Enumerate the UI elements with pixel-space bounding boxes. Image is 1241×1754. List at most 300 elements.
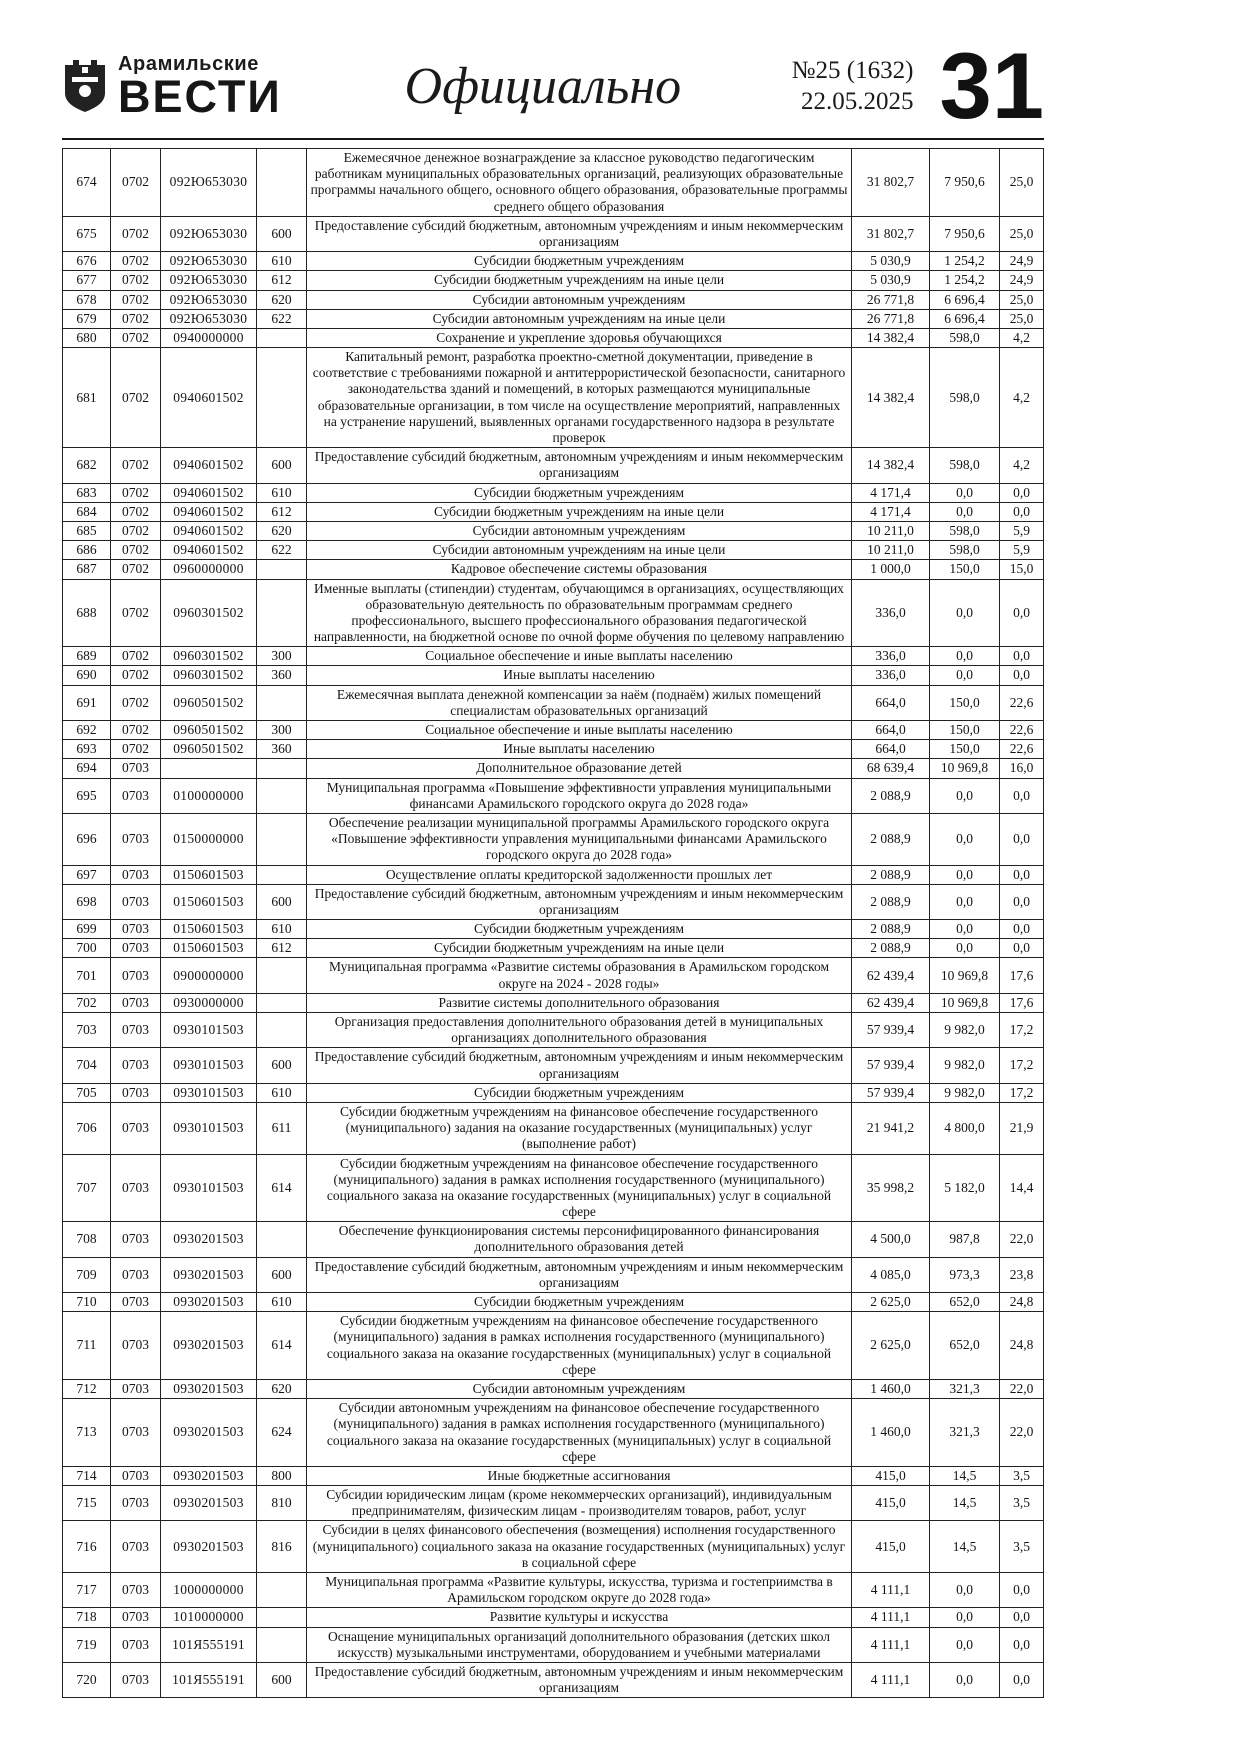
cell-v3: 0,0 (1000, 1573, 1044, 1608)
cell-type: 614 (257, 1312, 307, 1380)
cell-type: 360 (257, 666, 307, 685)
cell-v1: 336,0 (852, 579, 930, 647)
cell-v3: 0,0 (1000, 1627, 1044, 1662)
cell-v3: 0,0 (1000, 647, 1044, 666)
cell-section: 0703 (111, 1154, 161, 1222)
cell-v2: 652,0 (930, 1293, 1000, 1312)
cell-v2: 0,0 (930, 920, 1000, 939)
cell-section: 0703 (111, 1608, 161, 1627)
cell-type (257, 1627, 307, 1662)
cell-num: 708 (63, 1222, 111, 1257)
cell-v1: 5 030,9 (852, 252, 930, 271)
cell-v2: 6 696,4 (930, 309, 1000, 328)
cell-v2: 14,5 (930, 1466, 1000, 1485)
cell-code: 0940601502 (161, 448, 257, 483)
cell-v1: 336,0 (852, 647, 930, 666)
cell-v1: 664,0 (852, 740, 930, 759)
cell-num: 714 (63, 1466, 111, 1485)
cell-v1: 31 802,7 (852, 149, 930, 217)
cell-v3: 4,2 (1000, 448, 1044, 483)
cell-desc: Оснащение муниципальных организаций дополнительного образования (детских школ искусств) музыкальными инструментами, оборудованием и учебными материалами (307, 1627, 852, 1662)
cell-section: 0703 (111, 1102, 161, 1154)
cell-v1: 2 088,9 (852, 920, 930, 939)
table-row (63, 216, 1044, 251)
cell-num: 686 (63, 541, 111, 560)
cell-section: 0703 (111, 958, 161, 993)
table-row (63, 448, 1044, 483)
cell-v1: 2 088,9 (852, 813, 930, 865)
cell-v2: 598,0 (930, 541, 1000, 560)
cell-num: 710 (63, 1293, 111, 1312)
cell-desc: Субсидии в целях финансового обеспечения (возмещения) исполнения государственного (муниципального) социального заказа на оказание государственных (муниципальных) услуг в социальной сфере (307, 1521, 852, 1573)
cell-v2: 0,0 (930, 502, 1000, 521)
cell-desc: Кадровое обеспечение системы образования (307, 560, 852, 579)
page-number: 31 (939, 33, 1044, 139)
cell-desc: Дополнительное образование детей (307, 759, 852, 778)
table-row (63, 958, 1044, 993)
cell-num: 692 (63, 721, 111, 740)
table-row (63, 560, 1044, 579)
cell-v2: 7 950,6 (930, 149, 1000, 217)
header-divider (62, 138, 1044, 140)
cell-v2: 0,0 (930, 813, 1000, 865)
cell-section: 0702 (111, 666, 161, 685)
cell-v3: 3,5 (1000, 1486, 1044, 1521)
cell-type: 600 (257, 884, 307, 919)
cell-section: 0702 (111, 328, 161, 347)
cell-v3: 0,0 (1000, 865, 1044, 884)
cell-v2: 0,0 (930, 483, 1000, 502)
coat-of-arms-icon (62, 57, 108, 115)
cell-desc: Капитальный ремонт, разработка проектно-сметной документации, приведение в соответствие с требованиями пожарной и антитеррористической безопасности, санитарного законодательства зданий и помещений, в которых размещаются муниципальные образовательные организации, в том числе на осуществление мероприятий, направленных на устранение нарушений, выявленных органами государственного надзора в результате проверок (307, 348, 852, 448)
cell-code: 0930201503 (161, 1399, 257, 1467)
cell-num: 709 (63, 1257, 111, 1292)
cell-desc: Субсидии автономным учреждениям на иные цели (307, 541, 852, 560)
table-row (63, 1573, 1044, 1608)
cell-num: 678 (63, 290, 111, 309)
cell-section: 0703 (111, 778, 161, 813)
cell-section: 0702 (111, 502, 161, 521)
cell-v3: 0,0 (1000, 813, 1044, 865)
cell-v2: 6 696,4 (930, 290, 1000, 309)
table-row (63, 271, 1044, 290)
cell-v2: 321,3 (930, 1379, 1000, 1398)
cell-type (257, 813, 307, 865)
cell-desc: Субсидии автономным учреждениям на финансовое обеспечение государственного (муниципального) задания в рамках исполнения государственного (муниципального) социального заказа на оказание государственных (муниципальных) услуг в социальной сфере (307, 1399, 852, 1467)
cell-type (257, 778, 307, 813)
cell-v2: 987,8 (930, 1222, 1000, 1257)
table-row (63, 1102, 1044, 1154)
cell-desc: Социальное обеспечение и иные выплаты населению (307, 721, 852, 740)
cell-desc: Ежемесячное денежное вознаграждение за классное руководство педагогическим работникам муниципальных образовательных организаций, реализующих образовательные программы начального общего, основного общего образования, образовательные программы среднего общего образования (307, 149, 852, 217)
cell-v3: 3,5 (1000, 1466, 1044, 1485)
cell-code: 0930201503 (161, 1312, 257, 1380)
cell-type: 816 (257, 1521, 307, 1573)
cell-type: 611 (257, 1102, 307, 1154)
cell-code: 0150601503 (161, 865, 257, 884)
cell-desc: Предоставление субсидий бюджетным, автономным учреждениям и иным некоммерческим организациям (307, 1257, 852, 1292)
cell-num: 675 (63, 216, 111, 251)
cell-type (257, 685, 307, 720)
cell-section: 0702 (111, 448, 161, 483)
cell-code: 1000000000 (161, 1573, 257, 1608)
cell-code: 0930101503 (161, 1102, 257, 1154)
cell-v1: 10 211,0 (852, 521, 930, 540)
cell-section: 0703 (111, 1521, 161, 1573)
cell-v3: 0,0 (1000, 1608, 1044, 1627)
table-row (63, 1257, 1044, 1292)
cell-desc: Субсидии автономным учреждениям на иные цели (307, 309, 852, 328)
cell-desc: Субсидии юридическим лицам (кроме некоммерческих организаций), индивидуальным предпринимателям, физическим лицам - производителям товаров, работ, услуг (307, 1486, 852, 1521)
table-row (63, 920, 1044, 939)
cell-type (257, 579, 307, 647)
cell-desc: Субсидии бюджетным учреждениям на иные цели (307, 271, 852, 290)
cell-v1: 31 802,7 (852, 216, 930, 251)
cell-section: 0702 (111, 271, 161, 290)
cell-code: 092Ю653030 (161, 252, 257, 271)
cell-v3: 24,8 (1000, 1312, 1044, 1380)
table-row (63, 1379, 1044, 1398)
cell-code: 0150601503 (161, 920, 257, 939)
cell-type: 612 (257, 502, 307, 521)
cell-v2: 150,0 (930, 740, 1000, 759)
logo-paper-name: ВЕСТИ (118, 71, 282, 123)
cell-v3: 0,0 (1000, 884, 1044, 919)
cell-desc: Субсидии бюджетным учреждениям на иные цели (307, 939, 852, 958)
cell-num: 677 (63, 271, 111, 290)
cell-section: 0703 (111, 813, 161, 865)
cell-num: 696 (63, 813, 111, 865)
cell-code: 0930101503 (161, 1083, 257, 1102)
cell-num: 681 (63, 348, 111, 448)
logo-city-name: Арамильские (118, 53, 260, 76)
cell-code: 0960301502 (161, 666, 257, 685)
cell-v2: 0,0 (930, 778, 1000, 813)
cell-num: 691 (63, 685, 111, 720)
cell-section: 0702 (111, 216, 161, 251)
cell-code: 092Ю653030 (161, 309, 257, 328)
table-row (63, 348, 1044, 448)
issue-number: №25 (1632) (791, 56, 914, 84)
cell-v3: 15,0 (1000, 560, 1044, 579)
cell-v3: 25,0 (1000, 149, 1044, 217)
table-row (63, 309, 1044, 328)
cell-num: 687 (63, 560, 111, 579)
cell-type: 620 (257, 521, 307, 540)
table-row (63, 666, 1044, 685)
cell-type: 800 (257, 1466, 307, 1485)
cell-type (257, 1573, 307, 1608)
table-row (63, 1013, 1044, 1048)
cell-section: 0702 (111, 740, 161, 759)
cell-section: 0703 (111, 884, 161, 919)
cell-type: 612 (257, 939, 307, 958)
cell-type: 610 (257, 920, 307, 939)
table-row (63, 1399, 1044, 1467)
cell-v2: 652,0 (930, 1312, 1000, 1380)
cell-num: 718 (63, 1608, 111, 1627)
cell-desc: Муниципальная программа «Развитие системы образования в Арамильском городском округе на 2024 - 2028 годы» (307, 958, 852, 993)
cell-code: 0900000000 (161, 958, 257, 993)
cell-v3: 3,5 (1000, 1521, 1044, 1573)
cell-v2: 598,0 (930, 328, 1000, 347)
cell-v2: 10 969,8 (930, 993, 1000, 1012)
cell-v3: 17,2 (1000, 1013, 1044, 1048)
table-row (63, 1608, 1044, 1627)
cell-section: 0703 (111, 1083, 161, 1102)
cell-type: 620 (257, 1379, 307, 1398)
table-row (63, 813, 1044, 865)
cell-v3: 24,9 (1000, 252, 1044, 271)
cell-v1: 57 939,4 (852, 1083, 930, 1102)
cell-code: 0940601502 (161, 541, 257, 560)
cell-code: 0930101503 (161, 1048, 257, 1083)
cell-code: 0940000000 (161, 328, 257, 347)
cell-v2: 1 254,2 (930, 271, 1000, 290)
cell-type: 610 (257, 483, 307, 502)
cell-section: 0702 (111, 252, 161, 271)
cell-v2: 0,0 (930, 1608, 1000, 1627)
cell-desc: Развитие культуры и искусства (307, 1608, 852, 1627)
cell-code: 0960301502 (161, 579, 257, 647)
issue-date: 22.05.2025 (800, 88, 914, 115)
cell-code: 0940601502 (161, 502, 257, 521)
cell-num: 707 (63, 1154, 111, 1222)
cell-code: 092Ю653030 (161, 290, 257, 309)
cell-desc: Предоставление субсидий бюджетным, автономным учреждениям и иным некоммерческим организациям (307, 216, 852, 251)
cell-num: 706 (63, 1102, 111, 1154)
cell-num: 698 (63, 884, 111, 919)
cell-v1: 2 088,9 (852, 939, 930, 958)
cell-v1: 2 088,9 (852, 865, 930, 884)
table-row (63, 884, 1044, 919)
cell-type: 300 (257, 721, 307, 740)
cell-type: 600 (257, 216, 307, 251)
table-row (63, 647, 1044, 666)
cell-type: 600 (257, 448, 307, 483)
logo-text (118, 53, 282, 123)
cell-num: 684 (63, 502, 111, 521)
cell-num: 697 (63, 865, 111, 884)
cell-section: 0703 (111, 939, 161, 958)
cell-v3: 22,6 (1000, 721, 1044, 740)
cell-num: 713 (63, 1399, 111, 1467)
cell-v1: 26 771,8 (852, 309, 930, 328)
cell-num: 712 (63, 1379, 111, 1398)
cell-type: 610 (257, 1293, 307, 1312)
cell-type: 810 (257, 1486, 307, 1521)
cell-v2: 0,0 (930, 1573, 1000, 1608)
cell-section: 0703 (111, 1222, 161, 1257)
cell-desc: Субсидии бюджетным учреждениям на финансовое обеспечение государственного (муниципального) задания в рамках исполнения государственного (муниципального) социального заказа на оказание государственных (муниципальных) услуг в социальной сфере (307, 1312, 852, 1380)
cell-type: 620 (257, 290, 307, 309)
table-row (63, 778, 1044, 813)
cell-desc: Субсидии бюджетным учреждениям на финансовое обеспечение государственного (муниципального) задания на оказание государственных (муниципальных) услуг (выполнение работ) (307, 1102, 852, 1154)
cell-v3: 0,0 (1000, 502, 1044, 521)
cell-code: 0930201503 (161, 1222, 257, 1257)
cell-code: 0930101503 (161, 1154, 257, 1222)
page-header (62, 33, 1044, 139)
cell-v2: 0,0 (930, 884, 1000, 919)
cell-desc: Сохранение и укрепление здоровья обучающихся (307, 328, 852, 347)
cell-type: 612 (257, 271, 307, 290)
table-row (63, 1222, 1044, 1257)
cell-num: 720 (63, 1662, 111, 1697)
table-row (63, 541, 1044, 560)
cell-type: 624 (257, 1399, 307, 1467)
cell-v1: 4 085,0 (852, 1257, 930, 1292)
cell-desc: Иные выплаты населению (307, 666, 852, 685)
cell-section: 0703 (111, 1048, 161, 1083)
cell-code: 101Я555191 (161, 1627, 257, 1662)
cell-v2: 10 969,8 (930, 759, 1000, 778)
cell-section: 0702 (111, 348, 161, 448)
cell-type: 360 (257, 740, 307, 759)
section-title: Официально (404, 57, 682, 115)
cell-v1: 2 625,0 (852, 1293, 930, 1312)
cell-v2: 14,5 (930, 1486, 1000, 1521)
cell-v2: 0,0 (930, 647, 1000, 666)
cell-v2: 598,0 (930, 448, 1000, 483)
cell-desc: Организация предоставления дополнительного образования детей в муниципальных организациях дополнительного образования (307, 1013, 852, 1048)
cell-desc: Субсидии автономным учреждениям (307, 521, 852, 540)
table-row (63, 1521, 1044, 1573)
table-row (63, 759, 1044, 778)
cell-type: 600 (257, 1662, 307, 1697)
table-row (63, 1662, 1044, 1697)
cell-v1: 2 625,0 (852, 1312, 930, 1380)
cell-v2: 0,0 (930, 666, 1000, 685)
cell-v2: 0,0 (930, 1662, 1000, 1697)
cell-code: 0930101503 (161, 1013, 257, 1048)
cell-num: 679 (63, 309, 111, 328)
cell-v3: 22,0 (1000, 1379, 1044, 1398)
cell-v1: 415,0 (852, 1521, 930, 1573)
cell-type (257, 1013, 307, 1048)
cell-v1: 1 460,0 (852, 1379, 930, 1398)
cell-desc: Именные выплаты (стипендии) студентам, обучающимся в организациях, осуществляющих образовательную деятельность по образовательным программам среднего профессионального, высшего профессионального образования педагогической направленности, на бюджетной основе по очной форме обучения по целевому направлению (307, 579, 852, 647)
cell-section: 0703 (111, 1627, 161, 1662)
cell-v3: 14,4 (1000, 1154, 1044, 1222)
cell-code: 0930201503 (161, 1379, 257, 1398)
cell-v3: 17,6 (1000, 993, 1044, 1012)
cell-desc: Субсидии бюджетным учреждениям на финансовое обеспечение государственного (муниципального) задания в рамках исполнения государственного (муниципального) социального заказа на оказание государственных (муниципальных) услуг в социальной сфере (307, 1154, 852, 1222)
cell-num: 715 (63, 1486, 111, 1521)
cell-code: 0150000000 (161, 813, 257, 865)
table-row (63, 502, 1044, 521)
cell-code: 0940601502 (161, 348, 257, 448)
budget-table-body (63, 149, 1044, 1698)
cell-section: 0703 (111, 1379, 161, 1398)
cell-v1: 4 500,0 (852, 1222, 930, 1257)
cell-desc: Субсидии бюджетным учреждениям (307, 920, 852, 939)
cell-num: 695 (63, 778, 111, 813)
cell-section: 0703 (111, 920, 161, 939)
cell-code (161, 759, 257, 778)
cell-num: 702 (63, 993, 111, 1012)
cell-v1: 415,0 (852, 1486, 930, 1521)
cell-num: 688 (63, 579, 111, 647)
cell-desc: Предоставление субсидий бюджетным, автономным учреждениям и иным некоммерческим организациям (307, 1048, 852, 1083)
cell-type (257, 348, 307, 448)
cell-v1: 57 939,4 (852, 1048, 930, 1083)
cell-code: 0930201503 (161, 1293, 257, 1312)
table-row (63, 521, 1044, 540)
cell-v2: 150,0 (930, 685, 1000, 720)
cell-v3: 0,0 (1000, 1662, 1044, 1697)
cell-desc: Субсидии бюджетным учреждениям (307, 1083, 852, 1102)
cell-v1: 14 382,4 (852, 348, 930, 448)
cell-v2: 0,0 (930, 939, 1000, 958)
cell-num: 680 (63, 328, 111, 347)
cell-v1: 1 460,0 (852, 1399, 930, 1467)
cell-desc: Муниципальная программа «Развитие культуры, искусства, туризма и гостеприимства в Арамильском городском округе до 2028 года» (307, 1573, 852, 1608)
cell-v3: 0,0 (1000, 666, 1044, 685)
cell-v3: 17,2 (1000, 1048, 1044, 1083)
cell-type (257, 1222, 307, 1257)
cell-section: 0702 (111, 560, 161, 579)
cell-v2: 321,3 (930, 1399, 1000, 1467)
cell-type: 622 (257, 541, 307, 560)
cell-code: 0960000000 (161, 560, 257, 579)
cell-v3: 23,8 (1000, 1257, 1044, 1292)
cell-desc: Ежемесячная выплата денежной компенсации за наём (поднаём) жилых помещений специалистам образовательных организаций (307, 685, 852, 720)
cell-num: 693 (63, 740, 111, 759)
cell-num: 699 (63, 920, 111, 939)
cell-v1: 4 171,4 (852, 483, 930, 502)
cell-type (257, 560, 307, 579)
cell-code: 0930201503 (161, 1486, 257, 1521)
cell-desc: Субсидии автономным учреждениям (307, 1379, 852, 1398)
cell-type: 622 (257, 309, 307, 328)
table-row (63, 1466, 1044, 1485)
cell-v3: 17,2 (1000, 1083, 1044, 1102)
cell-v2: 150,0 (930, 560, 1000, 579)
cell-code: 101Я555191 (161, 1662, 257, 1697)
cell-section: 0703 (111, 993, 161, 1012)
cell-section: 0702 (111, 483, 161, 502)
cell-v3: 17,6 (1000, 958, 1044, 993)
cell-v2: 150,0 (930, 721, 1000, 740)
cell-type (257, 149, 307, 217)
cell-v3: 25,0 (1000, 216, 1044, 251)
cell-code: 092Ю653030 (161, 271, 257, 290)
cell-v1: 62 439,4 (852, 993, 930, 1012)
table-row (63, 1312, 1044, 1380)
cell-code: 0940601502 (161, 521, 257, 540)
cell-type: 610 (257, 252, 307, 271)
table-row (63, 1486, 1044, 1521)
cell-num: 717 (63, 1573, 111, 1608)
cell-num: 685 (63, 521, 111, 540)
newspaper-logo (62, 53, 314, 123)
cell-v1: 4 111,1 (852, 1627, 930, 1662)
cell-v3: 21,9 (1000, 1102, 1044, 1154)
cell-num: 716 (63, 1521, 111, 1573)
cell-desc: Предоставление субсидий бюджетным, автономным учреждениям и иным некоммерческим организациям (307, 448, 852, 483)
cell-section: 0703 (111, 1257, 161, 1292)
cell-num: 704 (63, 1048, 111, 1083)
table-row (63, 740, 1044, 759)
cell-num: 690 (63, 666, 111, 685)
cell-type: 600 (257, 1048, 307, 1083)
cell-v1: 2 088,9 (852, 884, 930, 919)
table-row (63, 685, 1044, 720)
cell-code: 0940601502 (161, 483, 257, 502)
cell-v2: 598,0 (930, 348, 1000, 448)
cell-section: 0702 (111, 309, 161, 328)
cell-section: 0703 (111, 1486, 161, 1521)
